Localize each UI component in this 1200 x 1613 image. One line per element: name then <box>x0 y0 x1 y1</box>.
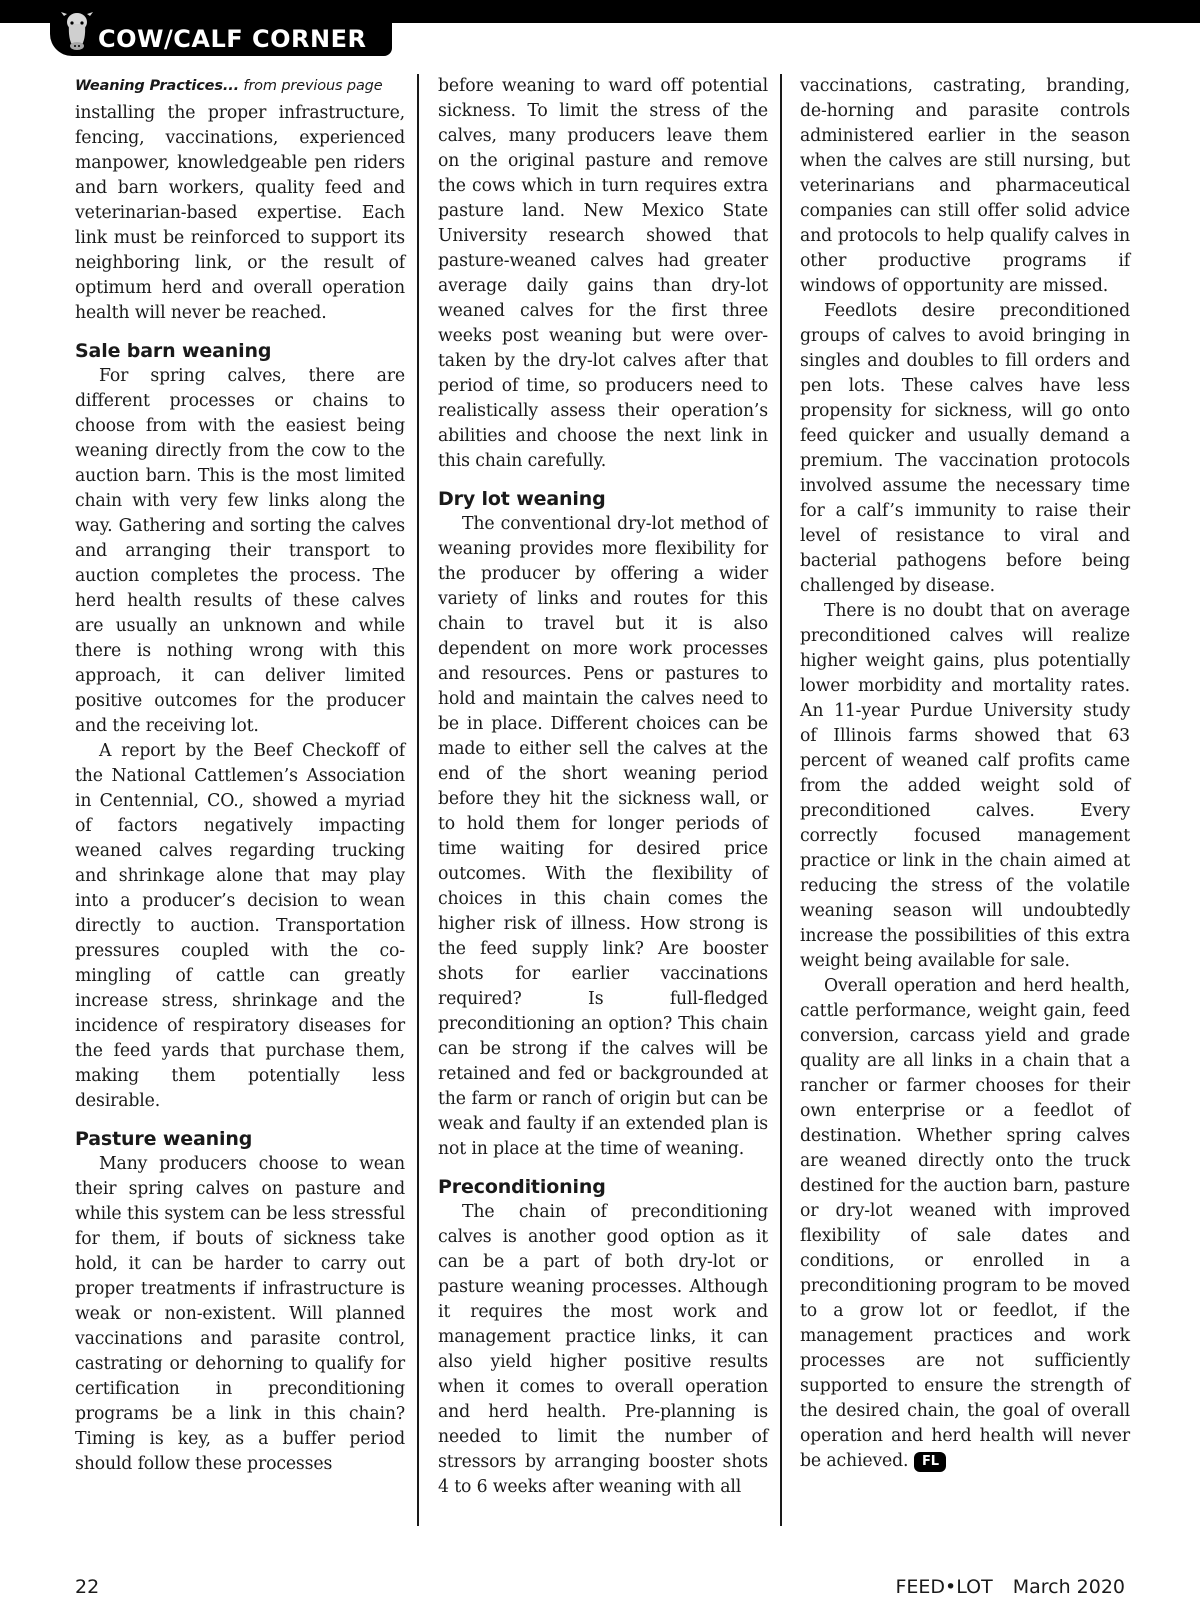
body-paragraph-continued: before weaning to ward off potential sickness. To limit the stress of the calves, many producers leave them on the original pasture and remove the cows which in turn requires extra pasture land. New Mexico State University research showed that pasture-weaned calves had greater average daily gains than dry-lot weaned calves for the first three weeks post weaning but were over-taken by the dry-lot calves after that period of time, so producers need to realistically assess their operation’s abilities and choose the next link in this chain carefully. <box>438 76 768 471</box>
article-column-2 <box>438 74 768 1500</box>
publication-name: FEED•LOT <box>895 1576 993 1598</box>
subhead-sale-barn-weaning: Sale barn weaning <box>75 340 272 362</box>
subhead-preconditioning: Preconditioning <box>438 1176 606 1198</box>
body-paragraph: The chain of preconditioning calves is another good option as it can be a part of both dry-lot or pasture weaning processes. Although it requires the most work and management practice links, it can also yield higher positive results when it comes to overall operation and herd health. Pre-planning is needed to limit the number of stressors by arranging booster shots 4 to 6 weeks after weaning with all <box>438 1202 768 1497</box>
column-divider <box>417 74 419 1526</box>
continued-from-label <box>75 74 405 99</box>
body-paragraph: For spring calves, there are different processes or chains to choose from with the easiest being weaning directly from the cow to the auction barn. This is the most limited chain with very few links along the way. Gathering and sorting the calves and arranging their transport to auction completes the process. The herd health results of these calves are usually an unknown and while there is nothing wrong with this approach, it can deliver limited positive outcomes for the producer and the receiving lot. <box>75 366 405 736</box>
intro-paragraph: installing the proper infrastructure, fencing, vaccinations, experienced manpower, knowledgeable pen riders and barn workers, quality feed and veterinarian-based expertise. Each link must be reinforced to support its neighboring link, or the result of optimum herd and overall operation health will never be reached. <box>75 103 405 323</box>
article-column-1 <box>75 74 405 1477</box>
issue-date: March 2020 <box>1012 1576 1125 1598</box>
article-column-3 <box>800 74 1130 1474</box>
continued-title: Weaning Practices... <box>75 78 239 94</box>
body-paragraph: Feedlots desire preconditioned groups of calves to avoid bringing in singles and doubles to fill orders and pen lots. These calves have less propensity for sickness, will go onto feed quicker and usually demand a premium. The vaccination protocols involved assume the necessary time for a calf’s immunity to raise their level of resistance to viral and bacterial pathogens before being challenged by disease. <box>800 301 1130 596</box>
end-mark-logo: FL <box>914 1452 946 1472</box>
body-paragraph-final <box>800 974 1130 1474</box>
page-number: 22 <box>75 1576 100 1598</box>
body-paragraph: There is no doubt that on average preconditioned calves will realize higher weight gains, plus potentially lower morbidity and mortality rates. An 11-year Purdue University study of Illinois farms showed that 63 percent of weaned calf profits came from the added weight sold of preconditioned calves. Every correctly focused management practice or link in the chain aimed at reducing the stress of the volatile weaning season will undoubtedly increase the possibilities of this extra weight being available for sale. <box>800 601 1130 971</box>
cow-head-icon <box>60 6 94 52</box>
body-paragraph-continued: vaccinations, castrating, branding, de-horning and parasite controls administered earlier in the season when the calves are still nursing, but veterinarians and pharmaceutical companies can still offer solid advice and protocols to help qualify calves in other productive programs if windows of opportunity are missed. <box>800 76 1130 296</box>
continued-note: from previous page <box>238 78 383 94</box>
body-paragraph: A report by the Beef Checkoff of the National Cattlemen’s Association in Centennial, CO., showed a myriad of factors negatively impacting weaned calves regarding trucking and shrinkage alone that may play into a producer’s decision to wean directly to auction. Transportation pressures coupled with the co-mingling of cattle can greatly increase stress, shrinkage and the incidence of respiratory diseases for the feed yards that purchase them, making them potentially less desirable. <box>75 741 405 1111</box>
column-divider <box>780 74 782 1526</box>
body-paragraph: The conventional dry-lot method of weaning provides more flexibility for the producer by offering a wider variety of links and routes for this chain to travel but it is also dependent on more work processes and resources. Pens or pastures to hold and maintain the calves need to be in place. Different choices can be made to either sell the calves at the end of the short weaning period before they hit the sickness wall, or to hold them for longer periods of time waiting for desired price outcomes. With the flexibility of choices in this chain comes the higher risk of illness. How strong is the feed supply link? Are booster shots for earlier vaccinations required? Is full-fledged preconditioning an option? This chain can be strong if the calves will be retained and fed or backgrounded at the farm or ranch of origin but can be weak and faulty if an extended plan is not in place at the time of weaning. <box>438 514 768 1159</box>
subhead-dry-lot-weaning: Dry lot weaning <box>438 488 606 510</box>
body-paragraph: Many producers choose to wean their spring calves on pasture and while this system can be less stressful for them, if bouts of sickness take hold, it can be harder to carry out proper treatments if infrastructure is weak or non-existent. Will planned vaccinations and parasite control, castrating or dehorning to qualify for certification in preconditioning programs be a link in this chain? Timing is key, as a buffer period should follow these processes <box>75 1154 405 1474</box>
section-title: COW/CALF CORNER <box>98 25 367 53</box>
final-paragraph-text: Overall operation and herd health, cattle performance, weight gain, feed conversion, carcass yield and grade quality are all links in a chain that a rancher or farmer chooses for their own enterprise or a feedlot of destination. Whether spring calves are weaned directly onto the truck destined for the auction barn, pasture or dry-lot weaned with improved flexibility of sale dates and conditions, or enrolled in a preconditioning program to be moved to a grow lot or feedlot, if the management practices and work processes are not sufficiently supported to ensure the strength of the desired chain, the goal of overall operation and herd health will never be achieved. <box>800 976 1130 1471</box>
subhead-pasture-weaning: Pasture weaning <box>75 1128 253 1150</box>
footer-publication-info <box>895 1572 1125 1602</box>
